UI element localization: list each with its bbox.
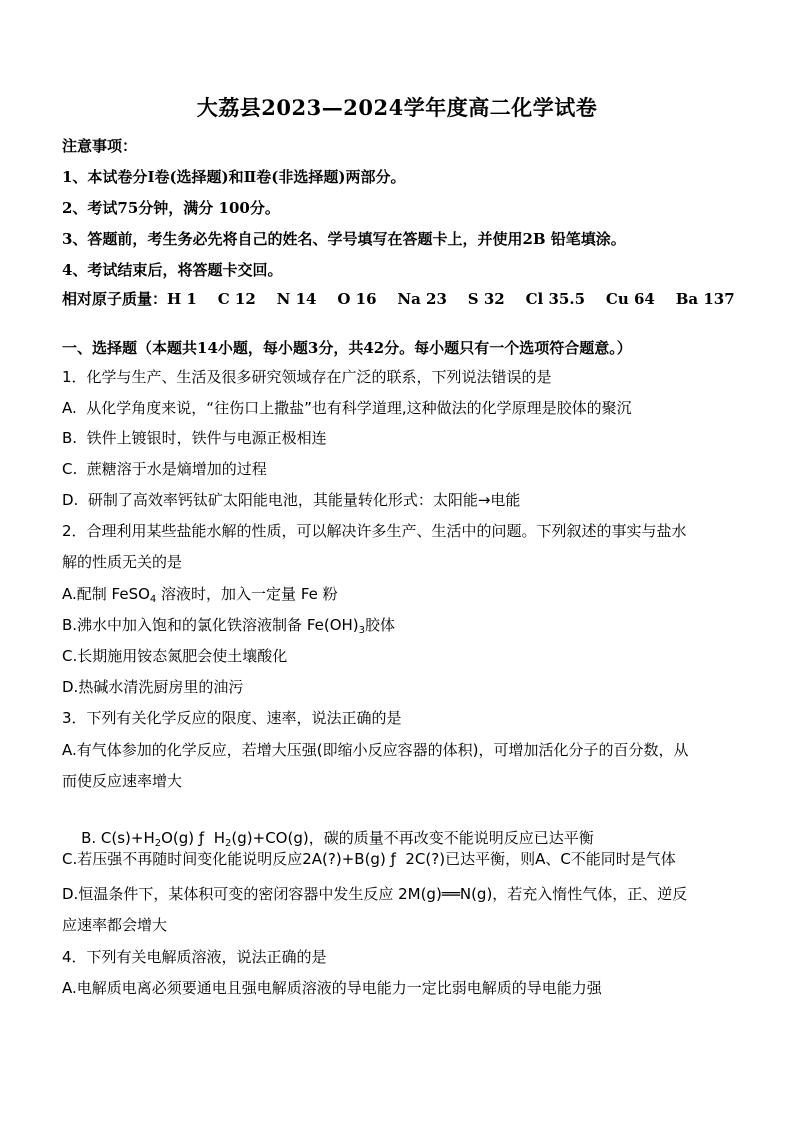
notes-heading: 注意事项：: [62, 137, 138, 155]
exam-title: 大荔县2023—2024学年度高二化学试卷: [196, 95, 598, 120]
q3-b-text-pre: B. C(s)+H: [81, 829, 155, 847]
note-item-1: 1、本试卷分Ⅰ卷(选择题)和Ⅱ卷(非选择题)两部分。: [62, 168, 406, 186]
q3-option-a-line1: A.有气体参加的化学反应，若增大压强(即缩小反应容器的体积)，可增加活化分子的百分数，从: [62, 741, 689, 759]
q2-option-d: D.热碱水清洗厨房里的油污: [62, 678, 244, 696]
q3-option-c: C.若压强不再随时间变化能说明反应2A(?)+B(g) ƒ 2C(?)已达平衡，则A、C不能同时是气体: [62, 850, 676, 868]
q1-option-d: D. 研制了高效率钙钛矿太阳能电池，其能量转化形式：太阳能→电能: [62, 491, 521, 509]
q2-b-subscript: 3: [358, 625, 366, 636]
q2-b-text-post: 胶体: [365, 616, 396, 634]
q1-stem: 1．化学与生产、生活及很多研究领域存在广泛的联系，下列说法错误的是: [62, 368, 552, 386]
note-item-3: 3、答题前，考生务必先将自己的姓名、学号填写在答题卡上，并使用2B 铅笔填涂。: [62, 230, 626, 248]
atomic-masses: 相对原子质量：H 1 C 12 N 14 O 16 Na 23 S 32 Cl 35.5 Cu 64 Ba 137: [62, 290, 735, 308]
q2-stem-line2: 解的性质无关的是: [62, 553, 183, 571]
q3-b-text-post: (g)+CO(g)，碳的质量不再改变不能说明反应已达平衡: [231, 829, 594, 847]
q3-option-d-line1: D.恒温条件下，某体积可变的密闭容器中发生反应 2M(g)══N(g)，若充入惰性气体，正、逆反: [62, 885, 688, 903]
q2-a-text-pre: A.配制 FeSO: [62, 585, 150, 603]
note-item-2: 2、考试75分钟，满分 100分。: [62, 199, 280, 217]
q2-option-a: [62, 584, 742, 604]
q2-b-text-pre: B.沸水中加入饱和的氯化铁溶液制备 Fe(OH): [62, 616, 359, 634]
q3-option-d-line2: 应速率都会增大: [62, 916, 168, 934]
q3-b-subscript-1: 2: [154, 838, 162, 849]
q4-stem: 4．下列有关电解质溶液，说法正确的是: [62, 948, 327, 966]
q2-a-text-post: 溶液时，加入一定量 Fe 粉: [156, 585, 338, 603]
q3-option-a-line2: 而使反应速率增大: [62, 772, 183, 790]
q2-a-subscript: 4: [149, 594, 157, 605]
q1-option-b: B. 铁件上镀银时，铁件与电源正极相连: [62, 429, 327, 447]
note-item-4: 4、考试结束后，将答题卡交回。: [62, 261, 283, 279]
q3-b-subscript-2: 2: [225, 838, 232, 849]
q1-option-c: C. 蔗糖溶于水是熵增加的过程: [62, 460, 267, 478]
q3-stem: 3．下列有关化学反应的限度、速率，说法正确的是: [62, 709, 402, 727]
q2-stem-line1: 2．合理利用某些盐能水解的性质，可以解决许多生产、生活中的问题。下列叙述的事实与盐水: [62, 522, 687, 540]
section1-heading: 一、选择题（本题共14小题，每小题3分，共42分。每小题只有一个选项符合题意。）: [62, 339, 632, 357]
q3-b-text-mid: O(g) ƒ H: [161, 829, 226, 847]
q1-option-a: A. 从化学角度来说，“往伤口上撒盐”也有科学道理,这种做法的化学原理是胶体的聚沉: [62, 399, 632, 417]
q2-option-c: C.长期施用铵态氮肥会使土壤酸化: [62, 647, 288, 665]
q4-option-a: A.电解质电离必须要通电且强电解质溶液的导电能力一定比弱电解质的导电能力强: [62, 979, 602, 997]
q2-option-b: [62, 615, 742, 635]
